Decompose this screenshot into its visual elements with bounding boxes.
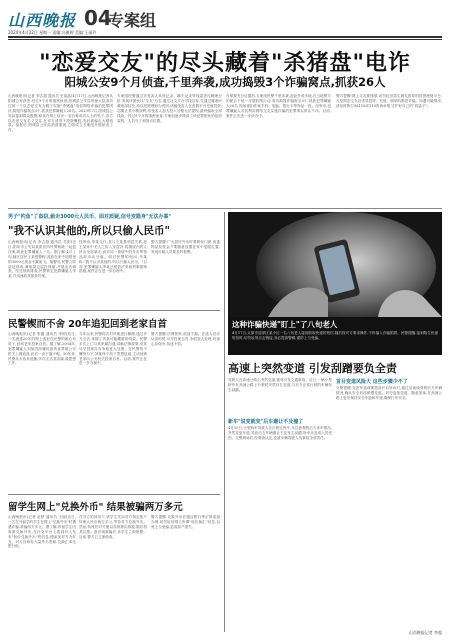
story3-body-col3: 警方提醒:法网恢恢,疏而不漏。在逃人员应认清形势,尽早投案自首,争取宽大处理,切莫心存侥幸,执迷不悟。 (151, 332, 220, 346)
story3-body-col1: 山西晚报讯(记者 张璐 通讯员 李婷)近日,一名潜逃20年的网上逃犯在民警的耐心劝说下,回到老家投案自首。据了解,2004年,犯罪嫌疑人刘某因涉嫌故意伤害罪被公安机关上网追逃,此后一直下落不明。20年来,民警从未放弃追捕,多次走访其亲属,做思想工作。 (8, 332, 76, 366)
lead-subheadline: 阳城公安9个月侦查,千里奔袭,成功捣毁3个诈骗窝点,抓获26人 (64, 75, 386, 89)
lead-body-col3: 在掌握充分证据后,专案组民警千里奔袭,赶赴外省多地,在当地警方的配合下统一开展收网行动,成功捣毁诈骗窝点3个,抓获犯罪嫌疑人26名,现场查扣作案手机、电脑、银行卡等物品一批。经审讯,犯罪嫌疑人对其利用网络交友实施诈骗的犯罪事实供认不讳。目前,案件正在进一步侦办中。 (226, 94, 331, 118)
masthead-rule-thin (8, 39, 442, 40)
story5-headline: 高速上突然变道 引发刮蹭要负全责 (228, 362, 397, 375)
masthead (8, 6, 442, 36)
masthead-rule (8, 36, 442, 38)
photo-caption-title: 这种诈骗快递"盯上"了八旬老人 (232, 320, 338, 329)
story5-body-col2: 4月10日,小型轿车驾驶人在行驶过程中,未注意观察后方来车情况,突然变更车道,导致后方车辆避让不及发生刮蹭,所幸未造成人员受伤。交警到场后,经调查认定,变道车辆驾驶人负事故全部责任。 (228, 426, 332, 440)
newspaper-logo: 山西晚报 (8, 11, 77, 30)
column-rule (224, 212, 225, 632)
story3-headline: 民警锲而不舍 20年追犯回到老家自首 (8, 319, 168, 330)
page-number: 04 (84, 6, 112, 30)
story5-body-col3: 交警提醒:变更车道前要提前开启转向灯,通过后视镜观察后方车辆情况,确认安全后再缓慢变道。切勿连续变道、随意加塞,在高速公路上更应保持安全车距和车速,确保行车安全。 (336, 386, 442, 400)
story3-divider (8, 494, 220, 495)
lead-body-col1: 山西晚报讯(记者 李吉超 通讯员 史晶晶)4月17日,山西晚报记者从阳城公安获悉:经过9个月的缜密侦查,阳城县公安局刑侦大队成功打掉一个以恋爱交友为幌子实施"杀猪盘"电信网络诈骗的犯罪团伙,捣毁诈骗窝点3个,抓获犯罪嫌疑人26名。2023年7月,阳城县公安局接到群众报警,称其在网上结识一名自称成功人士的男子,双方以恋爱交友名义交往,在对方诱导下投资赚钱,先后被骗走大额钱款。接报后,阳城县公安局高度重视,立即成立专案组开展侦查工作。 (8, 94, 113, 133)
story2-divider (8, 310, 220, 311)
story2-body-col1: 山西晚报讯(记者 李吉超 通讯员 苏阳)近日,阳泉市公安局某派出所民警侦破一起盗窃案,抓获犯罪嫌疑人一名。据了解,4月上旬,辖区居民王某报警称,其放在家中抽屉里的3000元现金不翼而飞。接警后,民警立即赶赴现场,调取周边监控视频,开展走访调查。经过细致排查,民警锁定犯罪嫌疑人李某,并迅速将其抓获归案。 (8, 240, 76, 279)
story5-source: 山西晚报记者 李超 (408, 630, 442, 635)
story3-body-col2: 今年以来,民警再次对该案进行梳理,通过多方走访,掌握了刘某可能藏匿的线索。民警多次上门与其家属沟通,讲解法律政策,劝其尽早投案自首争取宽大处理。在民警的不懈努力下,刘某终于放下思想包袱,主动回到老家向公安机关投案自首。目前,案件正在进一步办理中。 (79, 332, 147, 366)
story2-body-col3: 警方提醒:广大居民外出时要锁好门窗,贵重物品及现金不要随意放置在家中显眼位置,发现可疑人员要及时报警。 (151, 240, 220, 254)
story5-body-col1: 驾驶人在高速公路上突然变道,极易引发交通事故。近日,一辆小型轿车在高速公路上行驶时突然向左变道,与后方正常行驶的车辆发生刮蹭。 (228, 378, 332, 392)
story2-kicker: 男子"钓鱼"了盗窃,偷走3000元人民币、面对质疑,信号变隐身"无法办案" (8, 214, 172, 220)
news-photo (228, 212, 442, 317)
lead-body-col4: 警方提醒:网上交友要谨慎,切勿轻信陌生网友推荐的投资理财平台,凡是网恋交友后诱导投资、充值、刷单的都是诈骗。如遇可疑情况,请及时拨打96110或110咨询举报,守护好自己的"钱袋子"。 (336, 94, 442, 108)
story5-subhead2: 首目变道风险大 这些步骤少不了 (336, 379, 408, 385)
photo-illustration (228, 212, 442, 317)
photo-caption-body: 4月17日,太原市迎泽区某小区一名八旬老人接到收取快递的短信,随后按对方要求操作,不料落入诈骗陷阱。民警提醒,接到陌生快递短信时,切勿轻易点击链接,务必提高警惕,谨防上当受骗。 (232, 331, 438, 340)
lead-body-col2: 专案组民警通过对受害人转账记录、聊天记录等线索进行梳理分析,发现该团伙以"交友"为名,通过社交平台寻找目标,先通过嘘寒问暖取得信任,再以投资理财为诱饵,诱骗受害人在虚假平台充值投资,初期让其小额获利,待受害人加大投入后便无法提现,最终骗取全部钱款。经过9个月的缜密侦查,专案组逐步摸清了该犯罪团伙的组织架构、人员分工和窝点位置。 (117, 94, 222, 123)
story4-body-col1: 山西晚报讯(记者 赵梦 通讯员 王丽)近日,一名在外留学的学生在网上"兑换外币"时遭遇诈骗,被骗两万多元。据了解,该留学生因需要兑换外币,在社交平台上看到有人发布"低价兑换外币"的信息,便添加对方为好友。对方自称有大量外币资源,兑换汇率比银行低。 (8, 515, 76, 549)
lead-divider (8, 208, 442, 209)
story4-headline: 留学生网上"兑换外币" 结果被骗两万多元 (8, 502, 183, 513)
story2-body-col2: 经审讯,李某交代,其与王某系邻居关系,趁王某家中无人之际入室盗窃,将抽屉内的人民币全部拿走,而对同一抽屉中的外币等物品却未动分毫。面对民警的询问,李某称:"我不认识其他的,所以只偷人民币。"目前,犯罪嫌疑人李某已被依法采取刑事强制措施,案件正在进一步办理中。 (79, 240, 147, 274)
story4-body-col2: 在对方的诱导下,该学生先向对方指定账户转账人民币两万多元,等待对方兑换外币。然而,转账后对方便以各种理由推脱,随后将其拉黑。意识到被骗后,该学生立即报警。目前,警方已立案侦查。 (79, 515, 147, 539)
section-title: 专案组 (108, 11, 157, 30)
dateline: 2024年4月22日 星期一 责编:冯雅婷 美编:王丽玲 (8, 30, 97, 35)
story4-body-col3: 警方提醒:兑换外币应通过银行等正规渠道办理,切勿轻信网上所谓"低价换汇"信息,以免上当受骗,造成财产损失。 (151, 515, 220, 529)
story2-headline: "我不认识其他的,所以只偷人民币" (8, 225, 170, 237)
story5-subhead1: 新车"说变就变"后车避让不及撞了 (228, 419, 304, 425)
lead-headline: "恋爱交友"的尽头藏着"杀猪盘"电诈 (39, 51, 411, 76)
photo-caption-box (228, 317, 442, 355)
